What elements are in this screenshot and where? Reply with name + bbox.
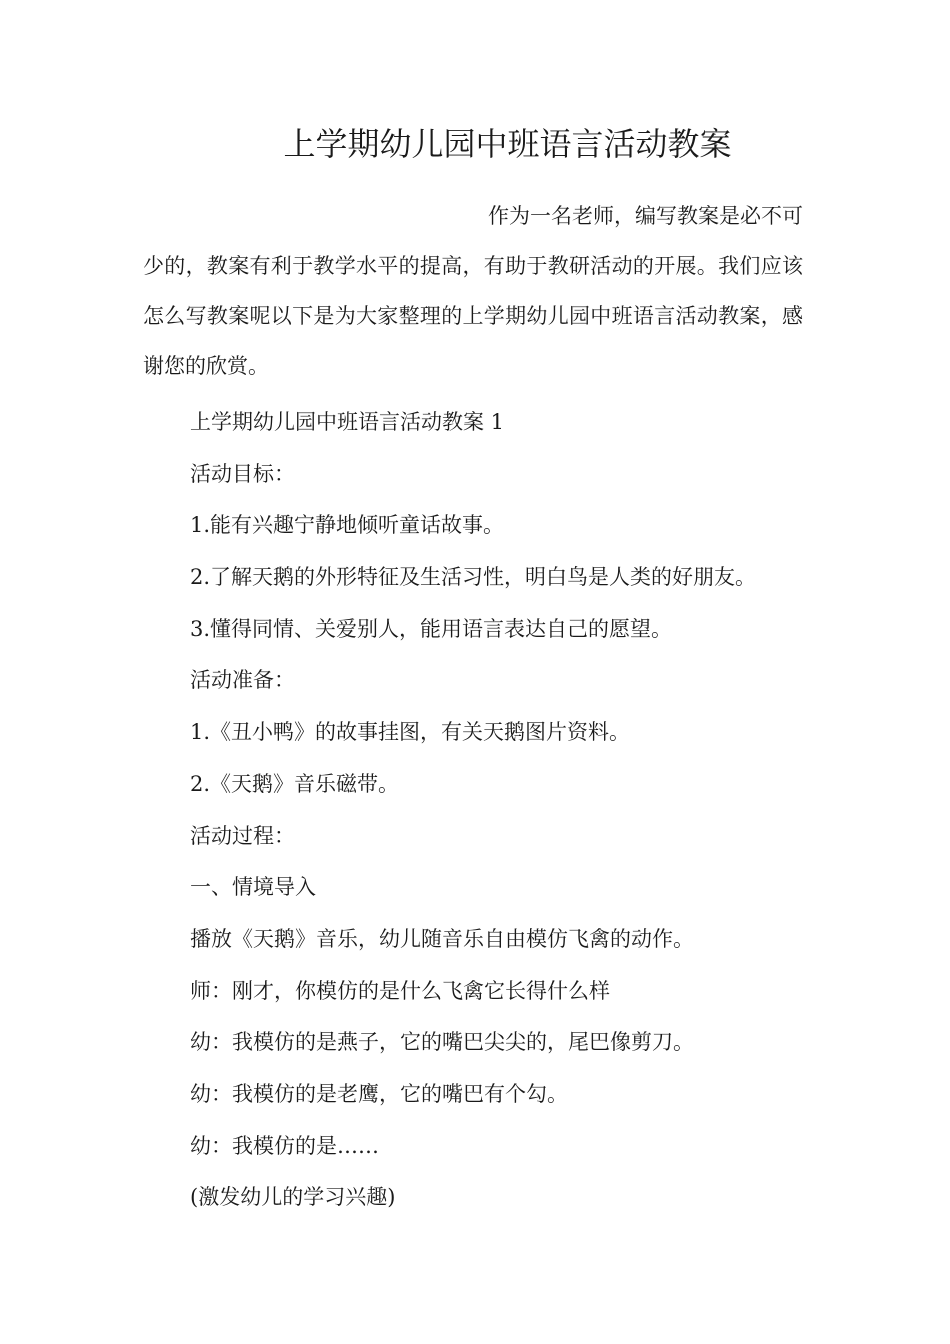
document-title: 上学期幼儿园中班语言活动教案 xyxy=(283,125,732,163)
subheading-process: 活动过程： xyxy=(190,823,295,848)
body-line: 播放《天鹅》音乐，幼儿随音乐自由模仿飞禽的动作。 xyxy=(190,926,694,951)
body-line: 幼：我模仿的是老鹰，它的嘴巴有个勾。 xyxy=(190,1081,568,1106)
subheading-goals: 活动目标： xyxy=(190,461,295,486)
body-line: 师：刚才，你模仿的是什么飞禽它长得什么样 xyxy=(190,978,610,1003)
body-line: 2.了解天鹅的外形特征及生活习性，明白鸟是人类的好朋友。 xyxy=(190,565,757,590)
body-line: 2.《天鹅》音乐磁带。 xyxy=(190,771,400,796)
body-line: 一、情境导入 xyxy=(190,875,316,900)
body-line: 3.懂得同情、关爱别人，能用语言表达自己的愿望。 xyxy=(190,616,673,641)
body-line: 1.能有兴趣宁静地倾听童话故事。 xyxy=(190,513,505,538)
body-line: (激发幼儿的学习兴趣) xyxy=(190,1185,396,1210)
body-line: 幼：我模仿的是燕子，它的嘴巴尖尖的，尾巴像剪刀。 xyxy=(190,1030,694,1055)
intro-paragraph: 作为一名老师，编写教案是必不可少的，教案有利于教学水平的提高，有助于教研活动的开展。我们应该怎么写教案呢以下是为大家整理的上学期幼儿园中班语言活动教案，感谢您的欣赏。 xyxy=(143,204,803,378)
body-line: 幼：我模仿的是…… xyxy=(190,1133,379,1158)
body-line: 1.《丑小鸭》的故事挂图，有关天鹅图片资料。 xyxy=(190,720,631,745)
subheading-preparation: 活动准备： xyxy=(190,668,295,693)
section-heading: 上学期幼儿园中班语言活动教案 1 xyxy=(190,410,505,434)
body-lines xyxy=(190,397,830,1224)
